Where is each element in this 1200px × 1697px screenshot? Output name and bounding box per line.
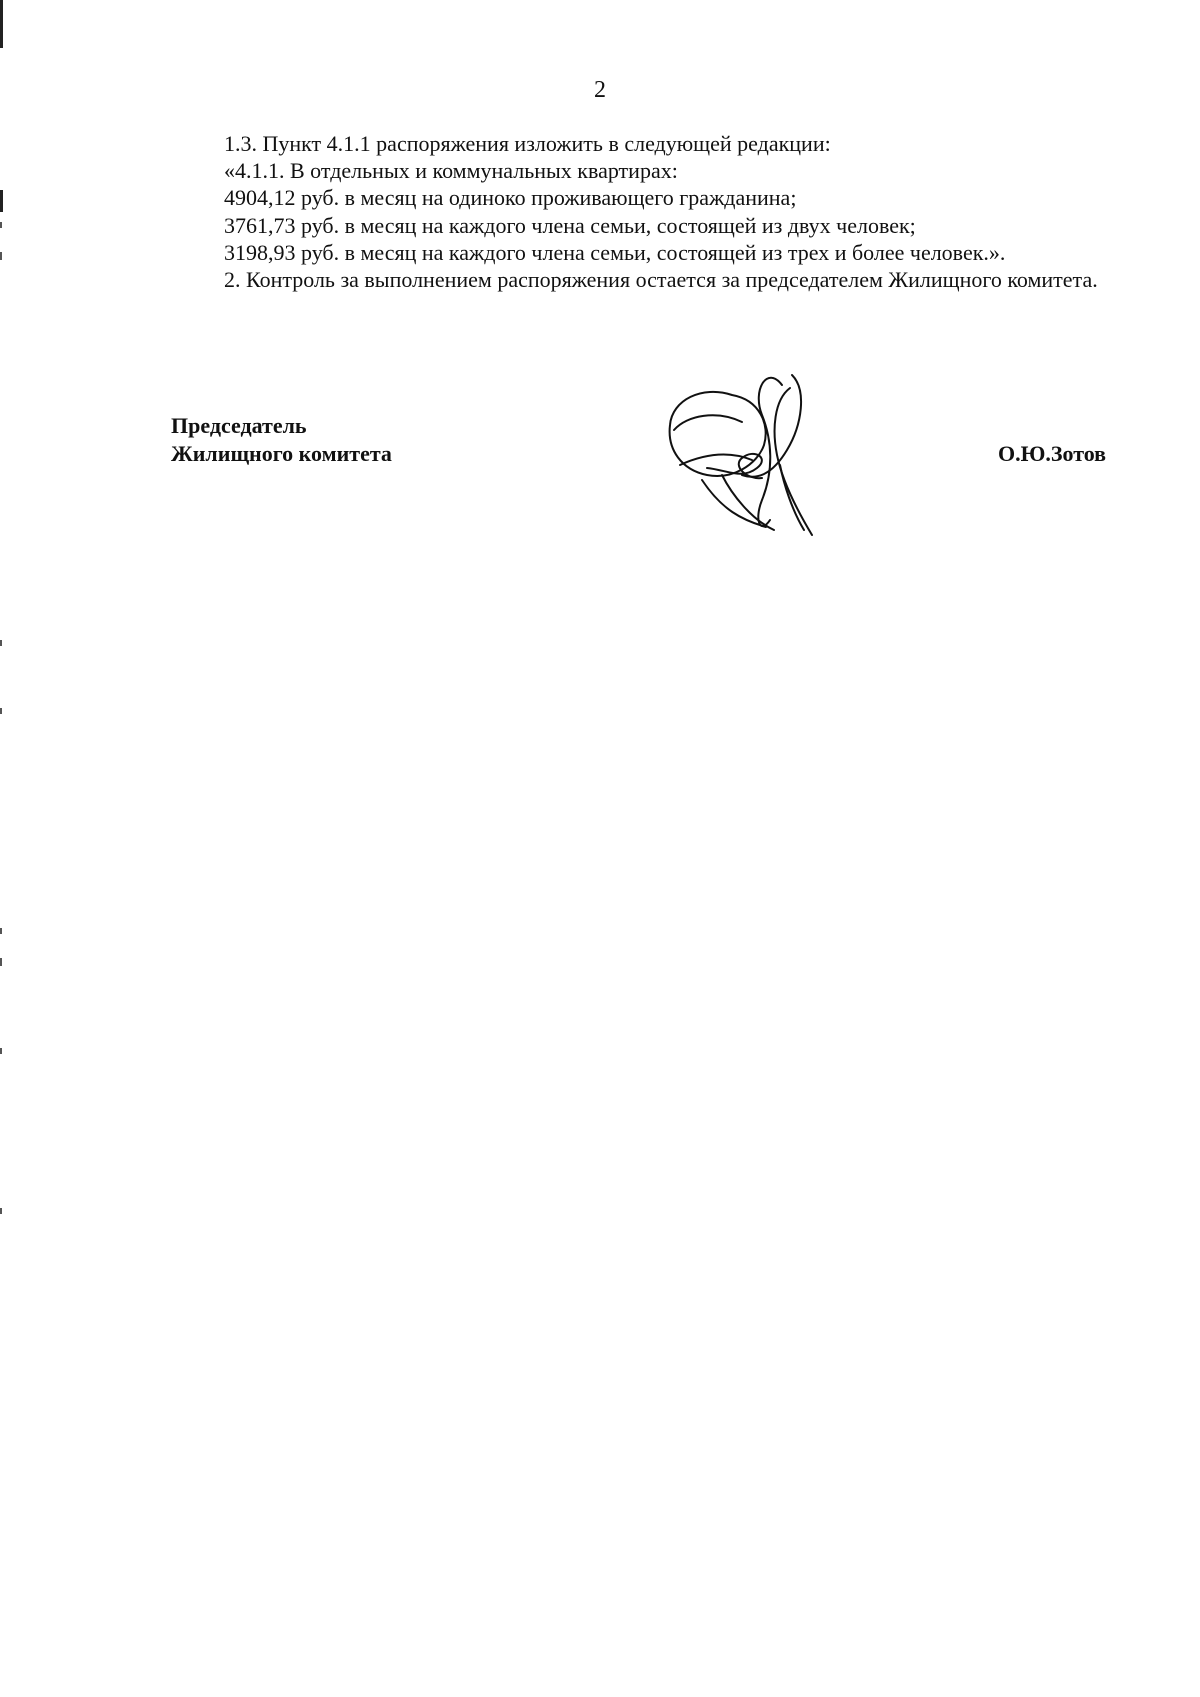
handwritten-signature-icon bbox=[662, 370, 842, 560]
paragraph-item-4-1-1: «4.1.1. В отдельных и коммунальных квартирах: bbox=[224, 158, 678, 184]
signer-position-line1: Председатель bbox=[171, 413, 307, 438]
scan-edge-mark bbox=[0, 958, 2, 966]
paragraph-control: 2. Контроль за выполнением распоряжения остается за председателем Жилищного комитета. bbox=[224, 267, 1098, 293]
signer-name: О.Ю.Зотов bbox=[998, 441, 1107, 466]
scan-edge-mark bbox=[0, 708, 2, 714]
document-body bbox=[171, 130, 1124, 293]
scan-edge-mark bbox=[0, 190, 3, 212]
paragraph-rate-single: 4904,12 руб. в месяц на одиноко проживающего гражданина; bbox=[224, 185, 797, 211]
paragraph-item-1-3: 1.3. Пункт 4.1.1 распоряжения изложить в следующей редакции: bbox=[224, 131, 831, 156]
page-number: 2 bbox=[594, 77, 606, 103]
scan-edge-mark bbox=[0, 1048, 2, 1054]
paragraph-rate-three: 3198,93 руб. в месяц на каждого члена семьи, состоящей из трех и более человек.». bbox=[224, 239, 1006, 265]
scan-edge-mark bbox=[0, 0, 3, 48]
paragraph-rate-two: 3761,73 руб. в месяц на каждого члена семьи, состоящей из двух человек; bbox=[224, 212, 916, 238]
scan-edge-mark bbox=[0, 928, 2, 934]
signer-position bbox=[171, 412, 392, 467]
scan-edge-mark bbox=[0, 222, 2, 228]
signer-position-line2: Жилищного комитета bbox=[171, 440, 392, 466]
scan-edge-mark bbox=[0, 1208, 2, 1214]
scan-edge-mark bbox=[0, 640, 2, 646]
scan-edge-mark bbox=[0, 252, 2, 260]
